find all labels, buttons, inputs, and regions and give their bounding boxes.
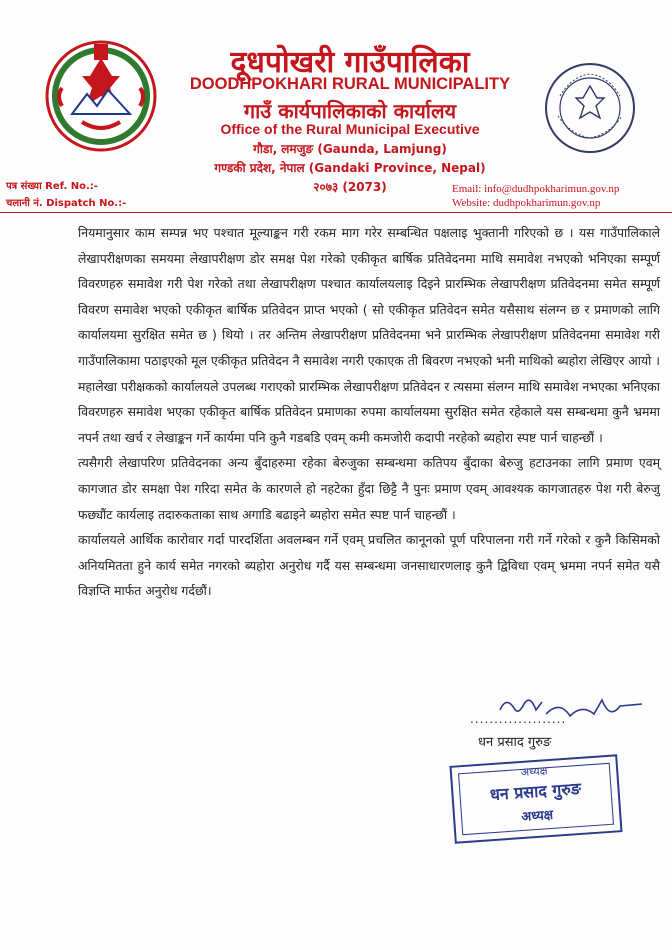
- chairman-stamp: [449, 754, 622, 844]
- dispatch-number: चलानी नं. Dispatch No.:-: [6, 198, 127, 209]
- letter-body: [78, 220, 660, 604]
- body-paragraph-3: कार्यालयले आर्थिक कारोवार गर्दा पारदर्शिता अवलम्बन गर्ने एवम् प्रचलित कानूनको पूर्ण परिपालना गरी गर्ने गरेको र कुनै किसिमको अनियमितता हुने कार्य समेत नगरको ब्यहोरा अनुरोध गर्दै यस सम्बन्धमा जनसाधारणलाइ कुनै द्विविधा एवम् भ्रममा नपर्न समेत यसै विज्ञप्ति मार्फत अनुरोध गर्दछौं।: [78, 532, 660, 599]
- ref-number: पत्र संख्या Ref. No.:-: [6, 181, 98, 192]
- stamp-name: धन प्रसाद गुरुङ: [489, 778, 582, 805]
- municipality-title-en: DOODHPOKHARI RURAL MUNICIPALITY: [189, 75, 511, 93]
- nepal-emblem-icon: [42, 36, 160, 154]
- office-location: गौडा, लमजुङ (Gaunda, Lamjung): [253, 142, 447, 156]
- contact-email: Email: info@dudhpokharimun.gov.np: [452, 183, 620, 195]
- stamp-role: अध्यक्ष: [520, 807, 554, 826]
- office-seal-icon: [540, 58, 640, 158]
- office-province: गण्डकी प्रदेश, नेपाल (Gandaki Province, Nepal): [214, 161, 486, 175]
- body-paragraph-1: नियमानुसार काम सम्पन्न भए पश्चात मूल्याङ्कन गरी रकम माग गरेर सम्बन्धित पक्षलाइ भुक्तानी गरिएको छ । यस गाउँपालिकाले लेखापरीक्षणका समयमा लेखापरीक्षण डोर समक्ष पेश गरेको एकीकृत बार्षिक प्रतिवेदनमा माथि समावेश नभएको भनिएका सम्पूर्ण विवरणहरु समावेश गरी पेश गरेको तथा लेखापरीक्षण पश्चात कार्यालयलाइ दिइने प्रारम्भिक लेखापरीक्षण प्रतिवेदनमा समेत सम्पूर्ण विवरण समावेश भएको एकीकृत बार्षिक प्रतिवेदन प्राप्त भएको ( सो एकीकृत प्रतिवेदन समेत यसैसाथ संलग्न छ र प्रमाणको लागि कार्यालयमा सुरक्षित समेत छ ) थियो । तर अन्तिम लेखापरीक्षण प्रतिवेदनमा भने प्रारम्भिक लेखापरीक्षण प्रतिवेदनमा समावेश गरी गाउँपालिकामा पठाइएको मूल एकीकृत प्रतिवेदन नै समावेश नगरी एकाएक ती बिवरण नभएको भनी माथिको ब्यहोरा लेखिएर आयो । महालेखा परीक्षकको कार्यालयले उपलब्ध गराएको प्रारम्भिक लेखापरीक्षण प्रतिवेदन र त्यसमा संलग्न माथि समावेश नभएका भनिएका विवरणहरु समावेश भएका एकीकृत बार्षिक प्रतिवेदन प्रमाणका रुपमा कार्यालयमा सुरक्षित समेत रहेकाले यस सम्बन्धमा कुनै भ्रममा नपर्न तथा खर्च र लेखाङ्कन गर्ने कार्यमा पनि कुनै गडबडि एवम् कमी कमजोरी कदापी नरहेको ब्यहोरा स्पष्ट पार्न चाहन्छौं ।: [78, 225, 660, 445]
- contact-website: Website: dudhpokharimun.gov.np: [452, 197, 601, 209]
- established-year: २०७३ (2073): [313, 180, 387, 194]
- header-divider: [0, 212, 672, 213]
- office-title-np: गाउँ कार्यपालिकाको कार्यालय: [243, 99, 457, 123]
- signature-line: ....................: [470, 712, 567, 726]
- body-paragraph-2: त्यसैगरी लेखापरिण प्रतिवेदनका अन्य बुँदाहरुमा रहेका बेरुजुका सम्बन्धमा कतिपय बुँदाका बेरुजु हटाउनका लागि प्रमाण एवम् कागजात डोर समक्षा पेश गरिदा समेत के कारणले हो नहटेका हुँदा छिट्टै नै पुनः प्रमाण एवम् आवश्यक कागजातहरु पेश गरी बेरुजु फछ्यौंट कार्यलाइ तदारुकताका साथ अगाडि बढाइने ब्यहोरा समेत स्पष्ट पार्न चाहन्छौं ।: [78, 455, 660, 522]
- municipality-title-np: दूधपोखरी गाउँपालिका: [230, 45, 470, 80]
- signatory-name: धन प्रसाद गुरुङ: [478, 735, 552, 750]
- stamp-top-text: अध्यक्ष: [520, 764, 548, 779]
- office-title-en: Office of the Rural Municipal Executive: [220, 121, 480, 137]
